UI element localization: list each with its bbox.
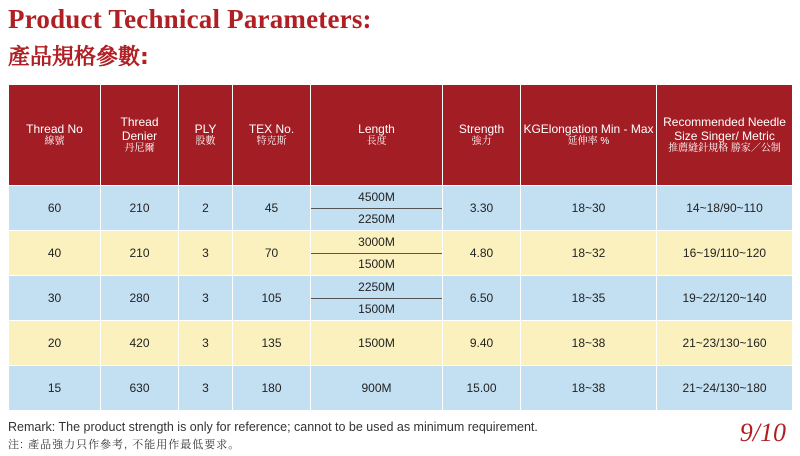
strength-cell: 15.00 bbox=[443, 366, 521, 411]
elongation-cell: 18~38 bbox=[521, 321, 657, 366]
elongation-cell: 18~35 bbox=[521, 276, 657, 321]
thread-no-cell: 40 bbox=[9, 231, 101, 276]
column-header bbox=[311, 85, 443, 186]
thread-no-cell: 20 bbox=[9, 321, 101, 366]
page-title: Product Technical Parameters: bbox=[8, 4, 372, 34]
column-header bbox=[233, 85, 311, 186]
column-header-label: Strength bbox=[458, 122, 505, 136]
ply-cell: 3 bbox=[179, 276, 233, 321]
column-header bbox=[179, 85, 233, 186]
page-title-chinese: 產品規格參數: bbox=[8, 45, 149, 70]
needle-cell: 21~24/130~180 bbox=[657, 366, 793, 411]
column-header-label-chinese: 線號 bbox=[44, 136, 65, 147]
ply-cell: 3 bbox=[179, 231, 233, 276]
length-cell bbox=[311, 276, 443, 321]
length-value: 1500M bbox=[311, 298, 442, 321]
table-row bbox=[9, 366, 793, 411]
page-number: 9/10 bbox=[739, 418, 786, 447]
length-value: 3000M bbox=[358, 234, 395, 249]
table-row bbox=[9, 276, 793, 321]
column-header bbox=[443, 85, 521, 186]
tex-cell: 135 bbox=[233, 321, 311, 366]
strength-cell: 4.80 bbox=[443, 231, 521, 276]
denier-cell: 210 bbox=[101, 231, 179, 276]
tex-cell: 105 bbox=[233, 276, 311, 321]
elongation-cell: 18~32 bbox=[521, 231, 657, 276]
length-cell bbox=[311, 186, 443, 231]
table-header-row bbox=[9, 85, 793, 186]
length-value: 1500M bbox=[311, 253, 442, 276]
column-header-label-chinese: 推薦縫針規格 勝家／公制 bbox=[668, 143, 781, 154]
denier-cell: 630 bbox=[101, 366, 179, 411]
column-header-label: Thread No bbox=[26, 122, 83, 136]
elongation-cell: 18~38 bbox=[521, 366, 657, 411]
length-cell bbox=[311, 366, 443, 411]
column-header-label: Length bbox=[358, 122, 395, 136]
length-value: 4500M bbox=[358, 189, 395, 204]
column-header-label-chinese: 強力 bbox=[471, 136, 492, 147]
column-header bbox=[101, 85, 179, 186]
column-header bbox=[521, 85, 657, 186]
column-header bbox=[657, 85, 793, 186]
tex-cell: 45 bbox=[233, 186, 311, 231]
ply-cell: 3 bbox=[179, 366, 233, 411]
table-row bbox=[9, 231, 793, 276]
column-header-label: Thread Denier bbox=[120, 115, 159, 143]
table-body bbox=[9, 186, 793, 411]
strength-cell: 3.30 bbox=[443, 186, 521, 231]
strength-cell: 9.40 bbox=[443, 321, 521, 366]
column-header-label: KGElongation Min - Max bbox=[523, 122, 654, 136]
length-value: 1500M bbox=[358, 336, 395, 350]
length-value: 2250M bbox=[358, 279, 395, 294]
column-header-label: TEX No. bbox=[248, 122, 295, 136]
parameters-table bbox=[8, 84, 793, 411]
thread-no-cell: 30 bbox=[9, 276, 101, 321]
remark-chinese: 注: 產品強力只作參考, 不能用作最低要求。 bbox=[8, 439, 241, 451]
length-value: 900M bbox=[361, 381, 392, 395]
needle-cell: 16~19/110~120 bbox=[657, 231, 793, 276]
tex-cell: 70 bbox=[233, 231, 311, 276]
needle-cell: 14~18/90~110 bbox=[657, 186, 793, 231]
length-cell bbox=[311, 231, 443, 276]
denier-cell: 280 bbox=[101, 276, 179, 321]
ply-cell: 3 bbox=[179, 321, 233, 366]
denier-cell: 420 bbox=[101, 321, 179, 366]
column-header-label-chinese: 股數 bbox=[195, 136, 216, 147]
tex-cell: 180 bbox=[233, 366, 311, 411]
length-cell bbox=[311, 321, 443, 366]
column-header-label-chinese: 長度 bbox=[366, 136, 387, 147]
denier-cell: 210 bbox=[101, 186, 179, 231]
needle-cell: 19~22/120~140 bbox=[657, 276, 793, 321]
column-header-label-chinese: 延伸率 % bbox=[567, 136, 610, 147]
elongation-cell: 18~30 bbox=[521, 186, 657, 231]
column-header-label-chinese: 特克斯 bbox=[256, 136, 287, 147]
thread-no-cell: 15 bbox=[9, 366, 101, 411]
length-value: 2250M bbox=[311, 208, 442, 231]
column-header-label: Recommended Needle Size Singer/ Metric bbox=[663, 115, 786, 143]
column-header-label-chinese: 丹尼爾 bbox=[124, 143, 155, 154]
remark-english: Remark: The product strength is only for reference; cannot to be used as minimum requirement. bbox=[8, 420, 538, 434]
ply-cell: 2 bbox=[179, 186, 233, 231]
column-header bbox=[9, 85, 101, 186]
thread-no-cell: 60 bbox=[9, 186, 101, 231]
needle-cell: 21~23/130~160 bbox=[657, 321, 793, 366]
table-row bbox=[9, 321, 793, 366]
column-header-label: PLY bbox=[194, 122, 217, 136]
table-row bbox=[9, 186, 793, 231]
strength-cell: 6.50 bbox=[443, 276, 521, 321]
